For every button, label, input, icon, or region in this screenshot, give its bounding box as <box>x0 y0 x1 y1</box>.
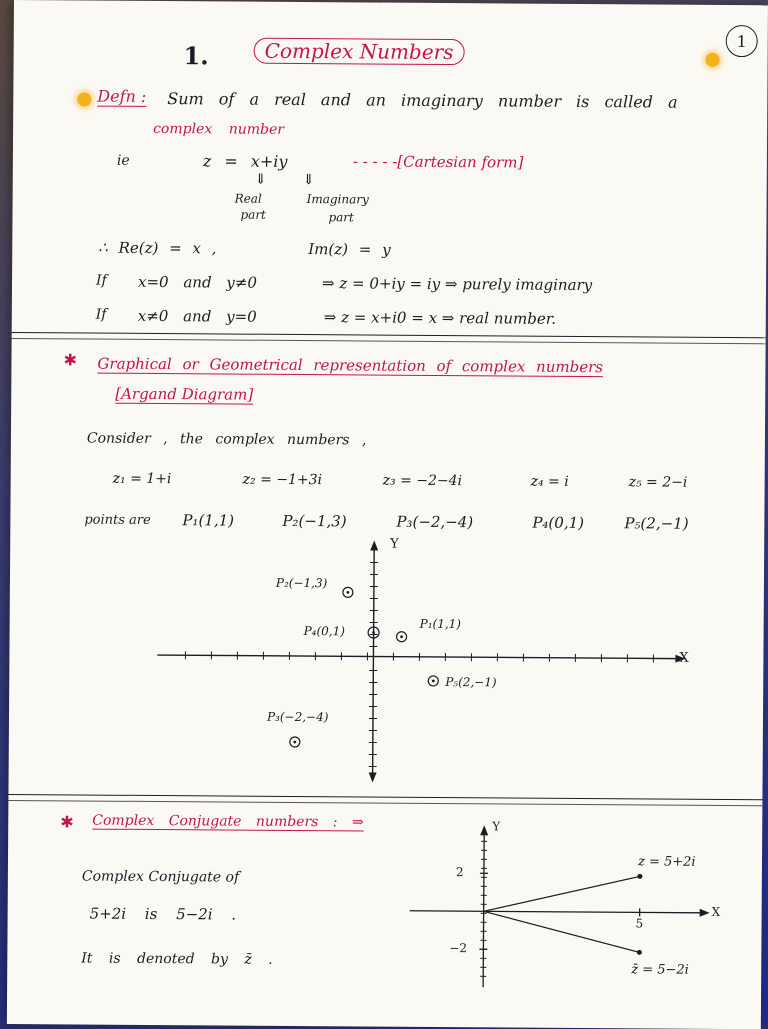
notebook-page <box>7 0 768 1029</box>
plot-label-p2: P₂(−1,3) <box>276 576 327 590</box>
plot-label-p4: P₄(0,1) <box>304 624 345 638</box>
x-axis <box>157 655 675 659</box>
label-zbar: z̄ = 5−2i <box>631 962 689 977</box>
conjugate-x-label: X <box>712 905 721 919</box>
y-axis-down-arrow-icon <box>369 772 377 782</box>
point-zbar <box>637 950 642 955</box>
points-label: points are <box>84 513 150 528</box>
page-title: Complex Numbers <box>254 38 465 65</box>
plot-label-p1: P₁(1,1) <box>420 617 461 631</box>
conjugate-line1: Complex Conjugate of <box>82 868 239 885</box>
point-p4: P₄(0,1) <box>532 514 584 532</box>
number-z4: z₄ = i <box>531 474 569 490</box>
conjugate-tick-2: 2 <box>456 865 464 879</box>
case1-result: ⇒ z = 0+iy = iy ⇒ purely imaginary <box>322 274 592 294</box>
conjugate-heading: Complex Conjugate numbers : ⇒ <box>92 813 364 831</box>
line-to-z <box>484 875 640 912</box>
conjugate-tick-5: 5 <box>636 916 644 930</box>
real-part-label-2: part <box>240 208 266 222</box>
conjugate-line3: It is denoted by z̄ . <box>81 950 272 967</box>
real-arrow-icon: ⇓ <box>255 172 267 188</box>
point-p3: P₃(−2,−4) <box>396 513 473 532</box>
definition-line1: Sum of a real and an imaginary number is called a <box>167 89 677 112</box>
case2-result: ⇒ z = x+i0 = x ⇒ real number. <box>324 308 556 328</box>
label-z: z = 5+2i <box>638 854 696 869</box>
conjugate-y-label: Y <box>492 819 500 833</box>
imag-part-label-2: part <box>328 210 354 224</box>
point-p1: P₁(1,1) <box>182 511 234 529</box>
asterisk-icon-2: ✱ <box>60 812 74 831</box>
argand-subheading: [Argand Diagram] <box>115 385 253 404</box>
imag-part-label-1: Imaginary <box>307 192 369 206</box>
argand-y-label: Y <box>390 537 399 552</box>
case2-if: If <box>96 307 107 323</box>
point-p5: P₅(2,−1) <box>624 514 688 532</box>
graphical-heading: Graphical or Geometrical representation of complex numbers <box>97 355 603 377</box>
imag-part-eq: Im(z) = y <box>308 240 390 259</box>
section-divider-secondary <box>12 338 766 344</box>
case1-if: If <box>96 273 107 289</box>
case2-condition: x≠0 and y=0 <box>138 307 257 326</box>
real-part-label-1: Real <box>235 192 262 206</box>
definition-label: Defn : <box>97 87 146 106</box>
conjugate-line2: 5+2i is 5−2i . <box>90 905 237 924</box>
highlight-dot <box>706 53 720 67</box>
conjugate-x-arrow-icon <box>700 909 710 917</box>
consider-text: Consider , the complex numbers , <box>87 431 367 449</box>
plot-label-p3: P₃(−2,−4) <box>267 710 329 724</box>
number-z2: z₂ = −1+3i <box>243 472 322 489</box>
y-axis-arrow-icon <box>370 541 378 551</box>
page-number: 1 <box>726 25 758 57</box>
plot-label-p5: P₅(2,−1) <box>445 675 496 689</box>
section-divider <box>12 332 766 338</box>
argand-diagram <box>8 530 764 795</box>
imaginary-arrow-icon: ⇓ <box>303 172 315 188</box>
cartesian-form-label: - - - - -[Cartesian form] <box>353 152 524 171</box>
case1-condition: x=0 and y≠0 <box>138 273 257 292</box>
definition-line2: complex number <box>153 121 284 138</box>
ie-label: ie <box>117 153 130 169</box>
point-p2: P₂(−1,3) <box>282 512 346 530</box>
section-divider-2-secondary <box>8 800 762 806</box>
asterisk-icon: ✱ <box>63 350 77 369</box>
real-part-eq: ∴ Re(z) = x , <box>98 239 216 258</box>
argand-x-label: X <box>679 651 688 666</box>
bullet-dot <box>77 92 91 106</box>
number-z1: z₁ = 1+i <box>113 471 172 487</box>
number-z3: z₃ = −2−4i <box>383 473 462 490</box>
chapter-number: 1. <box>184 41 209 70</box>
number-z5: z₅ = 2−i <box>629 474 688 490</box>
section-divider-2 <box>8 794 762 800</box>
conjugate-y-arrow-icon <box>480 825 488 835</box>
line-to-zbar <box>483 911 639 952</box>
cartesian-formula: z = x+iy <box>203 151 288 171</box>
point-z <box>637 874 642 879</box>
conjugate-tick-neg2: −2 <box>449 941 467 955</box>
